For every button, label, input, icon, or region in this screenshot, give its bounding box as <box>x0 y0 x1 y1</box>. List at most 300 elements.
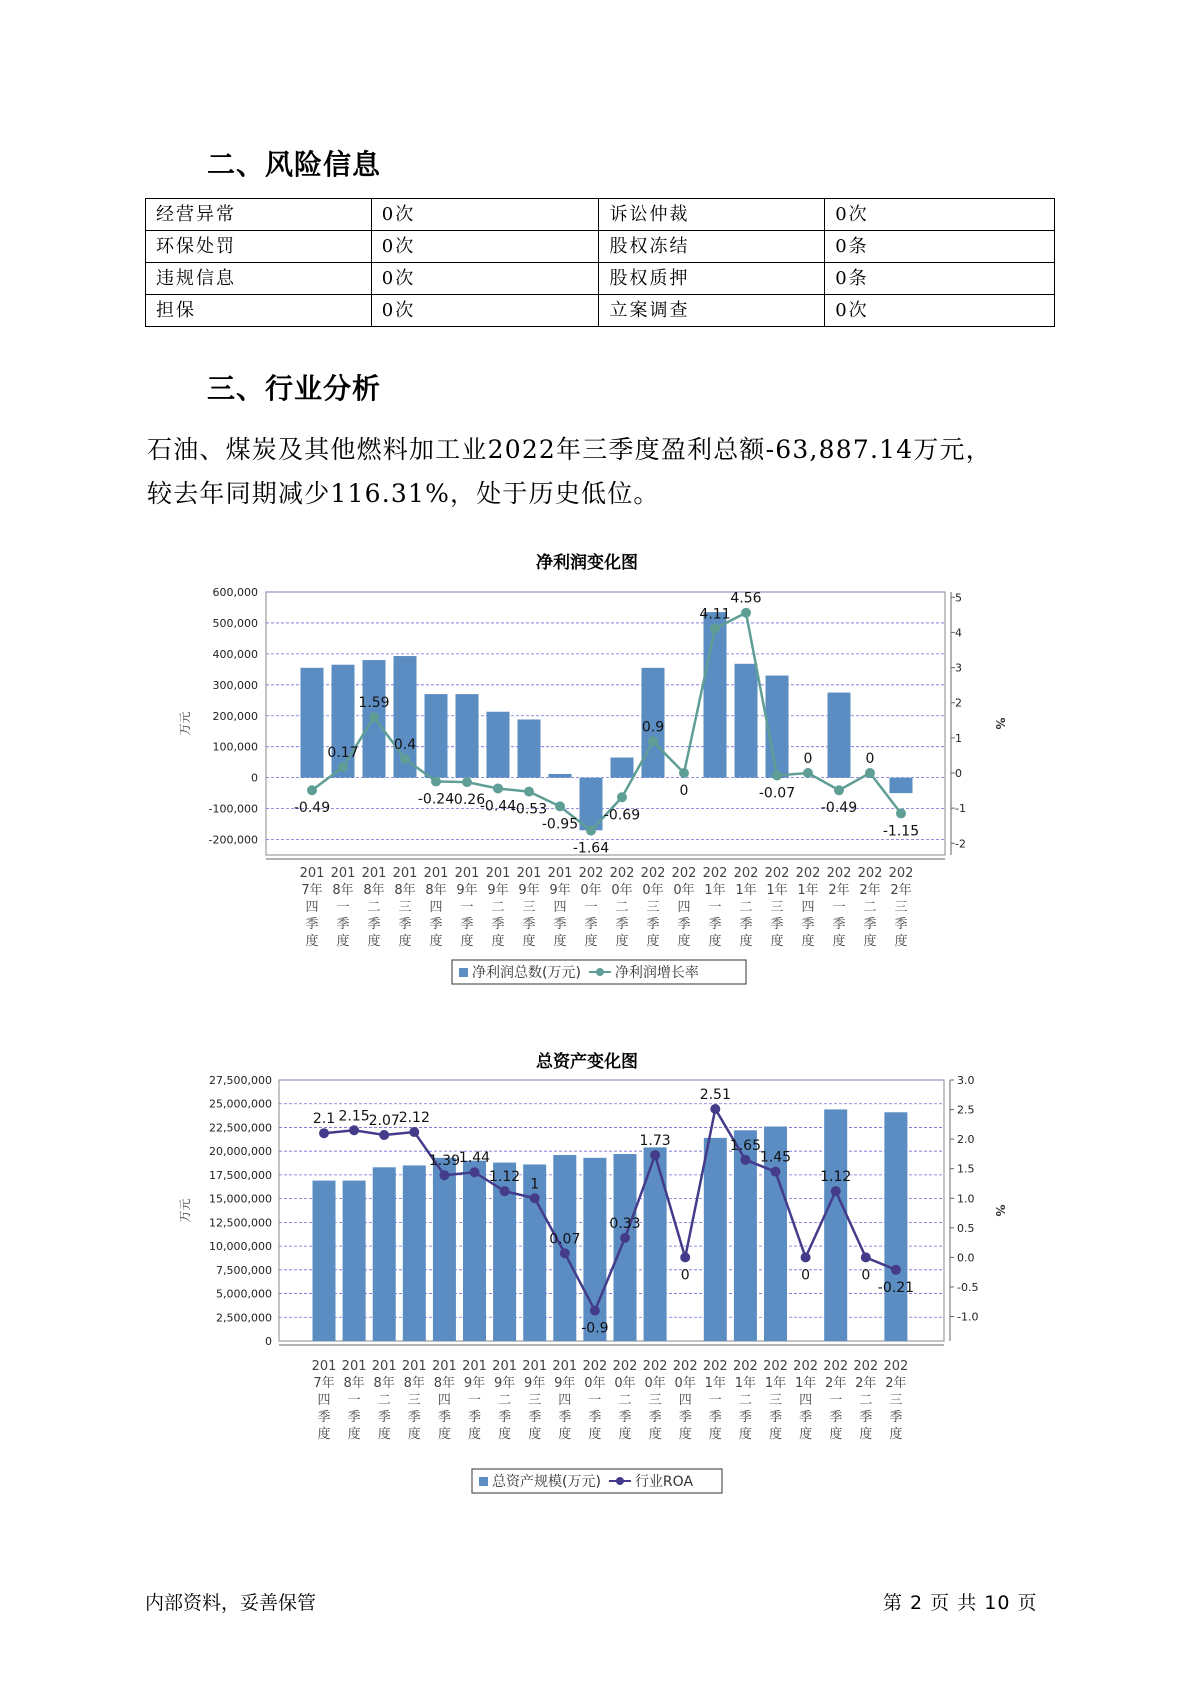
x-tick-label: 三 <box>522 900 536 915</box>
x-tick-label: 0年 <box>674 1376 696 1391</box>
x-tick-label: 202 <box>702 1359 728 1374</box>
x-tick-label: 一 <box>336 900 350 915</box>
x-tick-label: 一 <box>832 900 846 915</box>
x-tick-label: 季 <box>429 917 443 932</box>
x-tick-label: 201 <box>485 866 511 881</box>
x-tick-label: 度 <box>708 1427 722 1442</box>
x-tick-label: 度 <box>467 1427 482 1442</box>
data-label: 0.07 <box>549 1231 581 1248</box>
risk-item-count: 0条 <box>825 263 1055 295</box>
x-tick-label: 季 <box>367 917 381 932</box>
line-point <box>834 785 844 795</box>
x-tick-label: 季 <box>859 1410 873 1425</box>
x-tick-label: 7年 <box>301 883 323 898</box>
y-tick-label: 0 <box>265 1335 272 1348</box>
legend-line-marker <box>616 1477 624 1485</box>
x-tick-label: 四 <box>558 1393 572 1408</box>
bar <box>403 1165 426 1341</box>
x-tick-label: 四 <box>305 900 319 915</box>
x-tick-label: 0年 <box>580 883 602 898</box>
x-tick-label: 度 <box>889 1427 903 1442</box>
x-tick-label: 2年 <box>855 1376 877 1391</box>
legend-line-marker <box>596 968 604 976</box>
x-tick-label: 9年 <box>493 1376 516 1391</box>
x-tick-label: 四 <box>799 1393 813 1408</box>
x-tick-label: 季 <box>558 1410 572 1425</box>
x-tick-label: 季 <box>588 1410 602 1425</box>
x-tick-label: 季 <box>553 917 567 932</box>
x-tick-label: 度 <box>708 934 722 949</box>
bar <box>884 1112 907 1341</box>
x-tick-label: 202 <box>795 866 821 881</box>
line-point <box>530 1193 540 1203</box>
y2-tick-label: -1.0 <box>957 1310 979 1324</box>
legend-bar-label: 净利润总数(万元) <box>472 965 581 981</box>
x-tick-label: 季 <box>460 917 474 932</box>
x-tick-label: 季 <box>863 917 877 932</box>
line-point <box>493 783 503 793</box>
data-label: -0.21 <box>877 1279 915 1296</box>
data-label: 2.12 <box>398 1110 430 1127</box>
data-label: 2.1 <box>312 1111 336 1128</box>
x-tick-label: 季 <box>738 1410 752 1425</box>
y-axis-label: 万元 <box>178 1198 192 1223</box>
bar <box>890 778 913 793</box>
x-tick-label: 201 <box>341 1359 367 1374</box>
legend-line-label: 行业ROA <box>634 1474 694 1490</box>
x-tick-label: 季 <box>584 917 598 932</box>
x-tick-label: 202 <box>612 1359 638 1374</box>
x-tick-label: 度 <box>347 1427 361 1442</box>
bar <box>828 693 851 778</box>
x-tick-label: 度 <box>588 1427 602 1442</box>
y-tick-label: 17,500,000 <box>209 1168 272 1182</box>
x-tick-label: 2年 <box>890 883 912 898</box>
line-point <box>803 768 813 778</box>
section-title-risk: 二、风险信息 <box>207 148 382 181</box>
x-tick-label: 二 <box>739 900 753 915</box>
x-tick-label: 四 <box>677 900 691 915</box>
x-tick-label: 二 <box>859 1393 873 1408</box>
x-tick-label: 8年 <box>373 1376 395 1391</box>
data-label: 0.17 <box>327 745 359 762</box>
data-label: 1.65 <box>729 1137 761 1154</box>
y-tick-label: 200,000 <box>212 709 258 723</box>
bar <box>425 694 448 778</box>
risk-item-label: 股权质押 <box>599 263 825 295</box>
y2-tick-label: 4 <box>955 626 962 640</box>
x-tick-label: 2年 <box>828 883 850 898</box>
line-point <box>772 770 782 780</box>
x-tick-label: 季 <box>317 1410 331 1425</box>
y2-tick-label: 1.0 <box>957 1192 975 1206</box>
x-tick-label: 季 <box>739 917 753 932</box>
total-assets-chart <box>0 1074 1191 1500</box>
x-tick-label: 度 <box>553 934 567 949</box>
data-label: -0.44 <box>479 798 517 815</box>
bar <box>487 712 510 778</box>
x-tick-label: 7年 <box>313 1376 335 1391</box>
bar <box>549 774 572 778</box>
line-point <box>409 1127 419 1137</box>
x-tick-label: 201 <box>522 1359 548 1374</box>
x-tick-label: 四 <box>801 900 815 915</box>
line-point <box>861 1252 871 1262</box>
x-tick-label: 二 <box>738 1393 752 1408</box>
net-profit-chart <box>0 580 1191 1000</box>
data-label: 4.56 <box>730 590 762 607</box>
risk-table <box>145 198 1055 327</box>
x-tick-label: 二 <box>863 900 877 915</box>
bar <box>553 1155 576 1341</box>
y-tick-label: 12,500,000 <box>209 1216 272 1230</box>
x-tick-label: 202 <box>671 866 697 881</box>
risk-item-label: 诉讼仲裁 <box>599 199 825 231</box>
line-point <box>891 1265 901 1275</box>
line-point <box>560 1248 570 1258</box>
x-tick-label: 1年 <box>704 1376 726 1391</box>
x-tick-label: 度 <box>429 934 443 949</box>
data-label: 1.44 <box>458 1150 491 1167</box>
line-point <box>801 1252 811 1262</box>
x-tick-label: 202 <box>883 1359 909 1374</box>
x-tick-label: 季 <box>677 917 691 932</box>
x-tick-label: 201 <box>431 1359 457 1374</box>
x-tick-label: 季 <box>347 1410 361 1425</box>
data-label: -0.9 <box>581 1320 609 1337</box>
x-tick-label: 度 <box>678 1427 692 1442</box>
y2-tick-label: 2.0 <box>957 1133 975 1147</box>
risk-item-count: 0次 <box>371 231 599 263</box>
x-tick-label: 度 <box>584 934 598 949</box>
line-point <box>500 1186 510 1196</box>
x-tick-label: 度 <box>859 1427 873 1442</box>
data-label: -0.07 <box>758 785 796 802</box>
x-tick-label: 季 <box>648 1410 662 1425</box>
line-point <box>710 1104 720 1114</box>
y2-tick-label: -0.5 <box>957 1280 979 1294</box>
x-tick-label: 度 <box>317 1427 331 1442</box>
y-tick-label: 27,500,000 <box>209 1074 272 1087</box>
risk-item-label: 立案调查 <box>599 295 825 327</box>
x-tick-label: 202 <box>609 866 635 881</box>
data-label: 0 <box>679 783 689 800</box>
bar <box>456 694 479 778</box>
data-label: 2.07 <box>368 1112 400 1129</box>
x-tick-label: 一 <box>708 1393 722 1408</box>
line-point <box>319 1128 329 1138</box>
x-tick-label: 0年 <box>614 1376 636 1391</box>
x-tick-label: 度 <box>305 934 319 949</box>
x-tick-label: 度 <box>498 1427 512 1442</box>
x-tick-label: 四 <box>429 900 443 915</box>
y-tick-label: -100,000 <box>208 802 258 816</box>
analysis-paragraph-line-1: 石油、煤炭及其他燃料加工业2022年三季度盈利总额-63,887.14万元， <box>147 435 992 464</box>
x-tick-label: 1年 <box>734 1376 757 1391</box>
y-tick-label: 20,000,000 <box>209 1145 272 1159</box>
y-tick-label: 0 <box>251 771 258 785</box>
legend-line-label: 净利润增长率 <box>614 965 699 981</box>
x-tick-label: 9年 <box>463 1376 486 1391</box>
x-tick-label: 度 <box>648 1427 662 1442</box>
line-point <box>740 1155 750 1165</box>
x-tick-label: 一 <box>708 900 722 915</box>
x-tick-label: 度 <box>522 934 536 949</box>
y2-tick-label: 5 <box>955 591 962 605</box>
x-tick-label: 季 <box>708 1410 722 1425</box>
x-tick-label: 8年 <box>433 1376 456 1391</box>
x-tick-label: 季 <box>498 1410 512 1425</box>
data-label: 1 <box>530 1176 540 1193</box>
risk-item-label: 股权冻结 <box>599 231 825 263</box>
x-tick-label: 度 <box>646 934 660 949</box>
x-tick-label: 202 <box>702 866 728 881</box>
bar <box>704 1138 727 1341</box>
x-tick-label: 8年 <box>403 1376 425 1391</box>
y2-tick-label: 0.5 <box>957 1221 975 1235</box>
x-tick-label: 202 <box>826 866 852 881</box>
x-tick-label: 202 <box>582 1359 608 1374</box>
x-tick-label: 季 <box>615 917 629 932</box>
section-title-industry: 三、行业分析 <box>207 372 382 405</box>
x-tick-label: 8年 <box>332 883 354 898</box>
data-label: -0.95 <box>541 816 579 833</box>
x-tick-label: 四 <box>317 1393 331 1408</box>
data-label: 0.33 <box>609 1215 641 1232</box>
x-tick-label: 二 <box>615 900 629 915</box>
data-label: -0.26 <box>448 792 486 809</box>
x-tick-label: 1年 <box>764 1376 787 1391</box>
data-label: 1.45 <box>759 1149 792 1166</box>
x-tick-label: 201 <box>371 1359 397 1374</box>
y-tick-label: 5,000,000 <box>216 1287 272 1301</box>
x-tick-label: 季 <box>768 1410 783 1425</box>
x-tick-label: 季 <box>407 1410 421 1425</box>
line-point <box>369 712 379 722</box>
data-label: 0 <box>801 1267 811 1284</box>
data-label: 0 <box>865 751 875 768</box>
y-tick-label: -200,000 <box>208 833 258 847</box>
line-point <box>741 608 751 618</box>
x-tick-label: 度 <box>739 934 753 949</box>
x-tick-label: 201 <box>392 866 418 881</box>
line-point <box>679 768 689 778</box>
y2-tick-label: -1 <box>955 802 966 816</box>
y2-tick-label: -2 <box>955 837 966 851</box>
x-tick-label: 202 <box>642 1359 668 1374</box>
x-tick-label: 季 <box>618 1410 632 1425</box>
y2-tick-label: 0.0 <box>957 1251 975 1265</box>
x-tick-label: 度 <box>738 1427 752 1442</box>
x-tick-label: 201 <box>547 866 573 881</box>
risk-table-row <box>146 263 1055 295</box>
x-tick-label: 二 <box>498 1393 512 1408</box>
y-tick-label: 400,000 <box>212 647 258 661</box>
x-tick-label: 三 <box>768 1393 783 1408</box>
line-point <box>896 808 906 818</box>
y-tick-label: 7,500,000 <box>216 1263 272 1277</box>
x-tick-label: 三 <box>889 1393 903 1408</box>
x-tick-label: 度 <box>407 1427 421 1442</box>
line-point <box>379 1130 389 1140</box>
x-tick-label: 季 <box>467 1410 482 1425</box>
data-label: 2.51 <box>699 1086 731 1103</box>
x-tick-label: 1年 <box>797 883 819 898</box>
x-tick-label: 度 <box>801 934 815 949</box>
data-label: 1.12 <box>820 1169 852 1186</box>
analysis-paragraph-line-2: 较去年同期减少116.31%，处于历史低位。 <box>147 479 660 508</box>
x-tick-label: 202 <box>763 1359 788 1374</box>
y2-axis-label: % <box>993 717 1007 730</box>
data-label: 0 <box>803 751 813 768</box>
x-tick-label: 1年 <box>704 883 726 898</box>
y2-tick-label: 2 <box>955 696 962 710</box>
legend-bar-swatch <box>459 968 468 977</box>
x-tick-label: 季 <box>889 1410 903 1425</box>
line-point <box>771 1167 781 1177</box>
risk-item-count: 0次 <box>371 199 599 231</box>
x-tick-label: 201 <box>311 1359 337 1374</box>
x-tick-label: 一 <box>467 1393 482 1408</box>
x-tick-label: 度 <box>863 934 877 949</box>
x-tick-label: 三 <box>648 1393 662 1408</box>
risk-table-row <box>146 295 1055 327</box>
risk-item-label: 环保处罚 <box>146 231 372 263</box>
line-point <box>865 768 875 778</box>
line-point <box>400 754 410 764</box>
x-tick-label: 度 <box>799 1427 813 1442</box>
x-tick-label: 度 <box>437 1427 451 1442</box>
x-tick-label: 9年 <box>554 1376 576 1391</box>
risk-item-count: 0次 <box>371 263 599 295</box>
x-tick-label: 8年 <box>425 883 447 898</box>
x-tick-label: 度 <box>829 1427 843 1442</box>
x-tick-label: 9年 <box>456 883 478 898</box>
line-point <box>470 1167 480 1177</box>
x-tick-label: 一 <box>347 1393 361 1408</box>
x-tick-label: 201 <box>330 866 356 881</box>
line-point <box>462 777 472 787</box>
x-tick-label: 四 <box>678 1393 692 1408</box>
bar <box>735 664 758 778</box>
y2-axis-label: % <box>993 1204 1007 1217</box>
x-tick-label: 度 <box>460 934 474 949</box>
chart-legend <box>452 960 746 984</box>
data-label: 0 <box>861 1267 871 1284</box>
data-label: 0.9 <box>641 719 665 736</box>
x-tick-label: 0年 <box>644 1376 666 1391</box>
x-tick-label: 202 <box>853 1359 879 1374</box>
x-tick-label: 度 <box>491 934 505 949</box>
x-tick-label: 季 <box>801 917 815 932</box>
y-tick-label: 300,000 <box>212 678 258 692</box>
x-tick-label: 季 <box>491 917 505 932</box>
line-point <box>439 1170 449 1180</box>
x-tick-label: 8年 <box>394 883 416 898</box>
x-tick-label: 度 <box>894 934 908 949</box>
data-label: -0.24 <box>417 791 455 808</box>
risk-item-label: 经营异常 <box>146 199 372 231</box>
x-tick-label: 季 <box>522 917 536 932</box>
x-tick-label: 202 <box>823 1359 849 1374</box>
y-tick-label: 600,000 <box>212 586 258 599</box>
x-tick-label: 度 <box>770 934 784 949</box>
chart-title-total-assets: 总资产变化图 <box>536 1052 638 1072</box>
x-tick-label: 0年 <box>611 883 633 898</box>
x-tick-label: 8年 <box>343 1376 365 1391</box>
x-tick-label: 季 <box>894 917 908 932</box>
x-tick-label: 201 <box>516 866 542 881</box>
bar <box>313 1181 336 1341</box>
bar <box>463 1161 486 1341</box>
x-tick-label: 2年 <box>885 1376 907 1391</box>
x-tick-label: 201 <box>462 1359 487 1374</box>
bar <box>301 668 324 778</box>
data-label: 2.15 <box>338 1108 370 1125</box>
x-tick-label: 度 <box>528 1427 542 1442</box>
line-point <box>620 1233 630 1243</box>
line-point <box>524 787 534 797</box>
y-tick-label: 25,000,000 <box>209 1097 272 1111</box>
y-tick-label: 100,000 <box>212 740 258 754</box>
data-label: 4.11 <box>699 606 731 623</box>
x-tick-label: 202 <box>578 866 604 881</box>
x-tick-label: 三 <box>894 900 908 915</box>
data-label: 1.12 <box>489 1169 521 1186</box>
x-tick-label: 三 <box>528 1393 542 1408</box>
y-tick-label: 2,500,000 <box>216 1311 272 1325</box>
line-point <box>650 1150 660 1160</box>
x-tick-label: 度 <box>377 1427 391 1442</box>
bar <box>824 1109 847 1341</box>
x-tick-label: 201 <box>492 1359 518 1374</box>
x-tick-label: 季 <box>832 917 846 932</box>
x-tick-label: 201 <box>454 866 480 881</box>
bar <box>611 758 634 778</box>
data-label: 1.39 <box>428 1153 460 1170</box>
data-label: -0.49 <box>820 800 858 817</box>
risk-item-label: 违规信息 <box>146 263 372 295</box>
x-tick-label: 季 <box>708 917 722 932</box>
line-point <box>590 1306 600 1316</box>
x-tick-label: 一 <box>588 1393 602 1408</box>
data-label: 1.59 <box>358 695 390 712</box>
y2-tick-label: 3.0 <box>957 1074 975 1087</box>
x-tick-label: 季 <box>678 1410 692 1425</box>
risk-item-count: 0次 <box>371 295 599 327</box>
bar <box>704 612 727 778</box>
x-tick-label: 二 <box>367 900 381 915</box>
y2-tick-label: 1.5 <box>957 1162 975 1176</box>
x-tick-label: 度 <box>768 1427 783 1442</box>
y2-tick-label: 2.5 <box>957 1103 975 1117</box>
legend-bar-label: 总资产规模(万元) <box>492 1474 601 1490</box>
x-tick-label: 三 <box>407 1393 421 1408</box>
x-tick-label: 二 <box>491 900 505 915</box>
line-point <box>831 1186 841 1196</box>
y-axis-label: 万元 <box>178 711 192 736</box>
x-tick-label: 9年 <box>549 883 571 898</box>
x-tick-label: 0年 <box>642 883 664 898</box>
x-tick-label: 三 <box>770 900 784 915</box>
x-tick-label: 9年 <box>524 1376 546 1391</box>
x-tick-label: 201 <box>361 866 387 881</box>
x-tick-label: 季 <box>336 917 350 932</box>
x-tick-label: 度 <box>677 934 691 949</box>
x-tick-label: 1年 <box>735 883 757 898</box>
x-tick-label: 202 <box>732 1359 758 1374</box>
x-tick-label: 201 <box>423 866 449 881</box>
